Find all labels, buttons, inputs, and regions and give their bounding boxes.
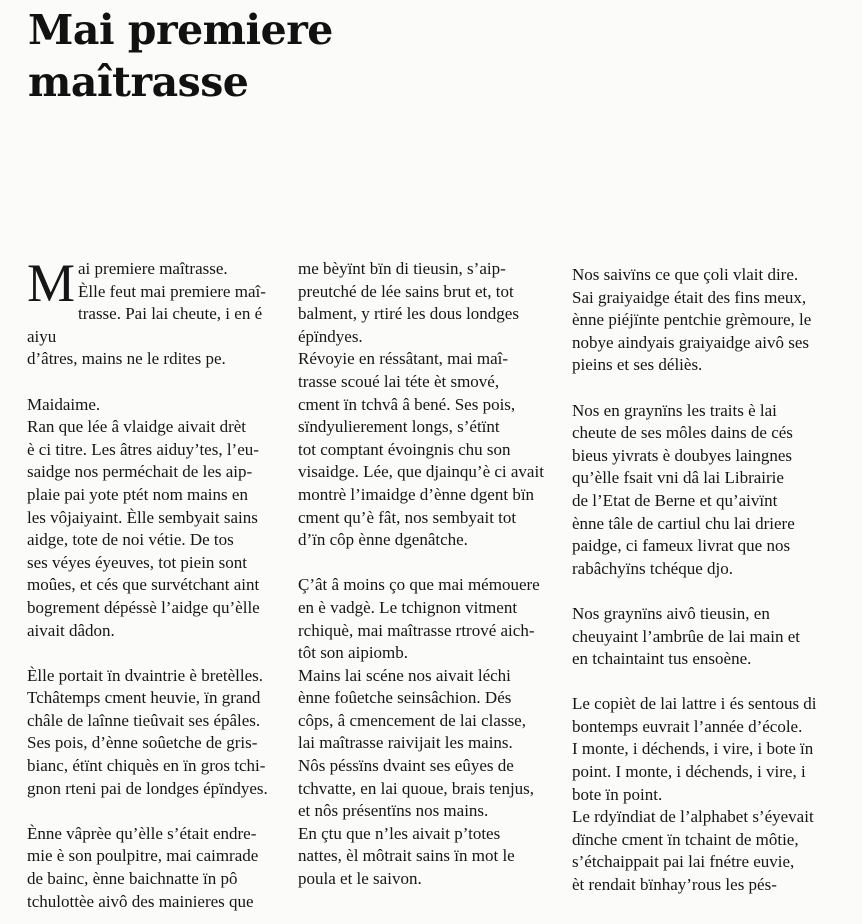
paragraph: Ènne vâprèe qu’èlle s’était endre- mie è son poulpitre, mai caimrade de bainc, ènne baichnatte ïn pô tchulottèe aivô des mainieres que [27, 823, 259, 911]
text-column-1 [27, 253, 275, 913]
paragraph: Èlle portait ïn dvaintrie è bretèlles. Tchâtemps cment heuvie, ïn grand châle de laînne tieûvait ses épâles. Ses pois, d’ènne soûetche de gris- bianc, étïnt chiquès en ïn gros tchi- gnon rteni pai de londges épïndyes. [27, 665, 268, 798]
page-title: Mai premiere maîtrasse [28, 6, 333, 106]
paragraph: Maidaime. Ran que lée â vlaidge aivait drèt è ci titre. Les âtres aiduy’tes, l’eu- saidge nos perméchait de les aip- plaie pai yote ptét nom mains en les vôjaiyaint. Èlle sembyait sains aidge, tote de noi vétie. De tos ses véyes éyeuves, tot piein sont moûes, et cés que survétchant aint bogrement dépéssè l’aidge qu’èlle aivait dâdon. [27, 394, 260, 640]
paragraph: me bèyïnt bïn di tieusin, s’aip- preutché de lée sains brut et, tot balment, y rtiré les dous londges épïndyes. Révoyie en réssâtant, mai maî- trasse scoué lai téte èt smové, cment ïn tchvâ â bené. Ses pois, sïndyulierement longs, s’étïnt tot comptant évoingnis chu son visaidge. Lée, que djainqu’è ci avait montrè l’imaidge d’ènne dgent bïn cment qu’è fât, nos sembyait tot d’ïn côp ènne dgenâtche. [298, 259, 544, 550]
text-column-2 [298, 258, 548, 891]
paragraph: Nos graynïns aivô tieusin, en cheuyaint l’ambrûe de lai main et en tchaintaint tus ensoène. [572, 603, 800, 669]
paragraph: ai premiere maîtrasse. Èlle feut mai premiere maî- trasse. Pai lai cheute, i en é aiyu d’âtres, mains ne le rdites pe. [27, 259, 266, 369]
text-column-3 [572, 264, 842, 897]
paragraph: Nos saivïns ce que çoli vlait dire. Sai graiyaidge était des fins meux, ènne piéjïnte pentchie grèmoure, le nobye aindyais graiyaidge aivô ses pieins et ses déliès. [572, 265, 812, 375]
paragraph: Nos en graynïns les traits è lai cheute de ses môles dains de cés bieus yivrats è doubyes laingnes qu’èlle fsait vni dâ lai Librairie de l’Etat de Berne et qu’aivïnt ènne tâle de cartiul chu lai driere paidge, ci fameux livrat que nos rabâchyïns tchéque djo. [572, 400, 795, 578]
paragraph: Ç’ât â moins ço que mai mémouere en è vadgè. Le tchignon vitment rchiquè, mai maîtrasse rtrové aich- tôt son aipiomb. Mains lai scéne nos aivait léchi ènne foûetche seinsâchion. Dés côps, â cmencement de lai classe, lai maîtrasse raivijait les mains. Nôs péssïns dvaint ses eûyes de tchvatte, en lai quoue, brais tenjus, et nôs présentïns nos mains. En çtu que n’les aivait p’totes nattes, èl môtrait sains ïn mot le poula et le saivon. [298, 575, 540, 889]
drop-cap: M [27, 253, 76, 313]
paragraph: Le copièt de lai lattre i és sentous di bontemps euvrait l’année d’école. I monte, i déchends, i vire, i bote ïn point. I monte, i déchends, i vire, i bote ïn point. Le rdyïndiat de l’alphabet s’éyevait dïnche cment ïn tchaint de môtie, s’étchaippait pai lai fnétre euvie, èt rendait bïnhay’rous les pés- [572, 694, 817, 895]
